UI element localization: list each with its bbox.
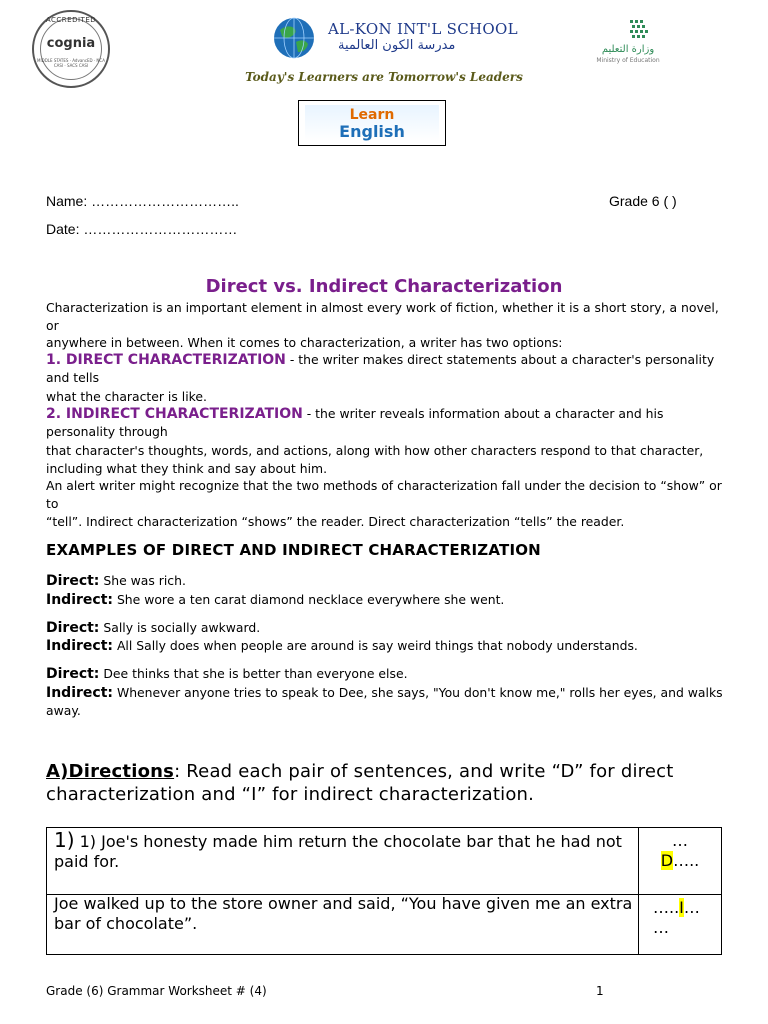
alert-line2: “tell”. Indirect characterization “shows” the reader. Direct characterization “tells” the reader. [46,514,625,529]
intro-line1: Characterization is an important element in almost every work of fiction, whether it is a short story, a novel, or [46,300,719,333]
page-number: 1 [596,984,604,998]
school-name-arabic: مدرسة الكون العالمية [338,38,456,53]
example-2-direct [46,619,726,637]
learn-english-line1: Learn [349,107,395,123]
answer-table [46,827,722,955]
example-1-direct-text: She was rich. [99,573,186,588]
grade-field[interactable]: Grade 6 ( ) [609,193,677,209]
row-1-answer [639,851,721,871]
direct-heading: 1. DIRECT CHARACTERIZATION [46,352,286,368]
row-1-number: 1) [54,828,75,852]
example-3-direct-text: Dee thinks that she is better than everyone else. [99,666,408,681]
row-2-answer-leading: ….. [653,898,680,917]
row-2-answer-line2: … [653,918,669,937]
indirect-text-2: that character's thoughts, words, and actions, along with how other characters respond to that character, including what they think and say about him. [46,443,704,476]
school-name-english: AL-KON INT'L SCHOOL [328,20,518,38]
row-1-answer-cell[interactable] [639,831,721,871]
row-1-number-small: 1) [74,832,97,851]
ministry-name-arabic: وزارة التعليم [601,44,655,55]
row-1-sentence: Joe's honesty made him return the chocolate bar that he had not paid for. [54,832,622,871]
indirect-text: - the writer reveals information about a character and his personality through [46,406,664,439]
alert-line1: An alert writer might recognize that the two methods of characterization fall under the decision to “show” or to [46,478,722,511]
indirect-heading: 2. INDIRECT CHARACTERIZATION [46,406,303,422]
row-2-answer-trailing: … [683,898,700,917]
indirect-definition [46,405,726,441]
learn-english-line2: English [339,122,405,141]
table-row [54,830,634,872]
row-2-answer [653,898,721,918]
row-1-answer-trailing: ….. [673,851,700,870]
seal-sub-text: MIDDLE STATES · AdvancED · NCA CASI · SACS CASI [37,58,105,68]
example-1-direct [46,572,726,590]
date-field[interactable]: Date: …………………………… [46,221,238,237]
example-3-indirect-text: Whenever anyone tries to speak to Dee, she says, "You don't know me," rolls her eyes, and walks away. [46,685,723,718]
example-2-indirect [46,637,726,655]
intro-line2: anywhere in between. When it comes to characterization, a writer has two options: [46,335,563,350]
indirect-label: Indirect: [46,592,113,608]
example-1-indirect [46,591,726,609]
example-1-indirect-text: She wore a ten carat diamond necklace everywhere she went. [113,592,505,607]
direct-label: Direct: [46,666,100,682]
row-2-answer-letter: I [679,898,684,917]
seal-accredited-text: ACCREDITED [45,16,97,24]
row-1-answer-dots: … [672,831,688,850]
learn-english-banner [298,100,446,146]
table-row [54,894,634,934]
direct-label: Direct: [46,620,100,636]
directions-text: : Read each pair of sentences, and write “D” for direct characterization and “I” for indirect characterization. [46,761,674,805]
examples-heading: EXAMPLES OF DIRECT AND INDIRECT CHARACTERIZATION [46,541,541,559]
directions-label: A)Directions [46,761,175,782]
globe-logo-icon [272,16,320,60]
indirect-label: Indirect: [46,638,113,654]
example-3-direct [46,665,726,683]
direct-definition [46,351,726,387]
ministry-name-english: Ministry of Education [596,57,660,64]
seal-brand-text: cognia [46,36,96,51]
row-2-answer-cell[interactable] [653,898,721,938]
direct-text-2: what the character is like. [46,389,207,404]
example-3-indirect [46,684,726,720]
row-1-answer-letter: D [660,851,674,870]
row-2-sentence: Joe walked up to the store owner and said, “You have given me an extra bar of chocolate”. [54,894,633,933]
example-2-indirect-text: All Sally does when people are around is say weird things that nobody understands. [113,638,638,653]
school-tagline: Today's Learners are Tomorrow's Leaders [245,70,523,84]
name-field[interactable]: Name: ………………………….. [46,193,239,209]
direct-label: Direct: [46,573,100,589]
directions [46,760,736,806]
indirect-label: Indirect: [46,685,113,701]
example-2-direct-text: Sally is socially awkward. [99,620,261,635]
page-title: Direct vs. Indirect Characterization [205,276,563,297]
footer-title: Grade (6) Grammar Worksheet # (4) [46,984,267,998]
direct-text: - the writer makes direct statements about a character's personality and tells [46,352,715,385]
